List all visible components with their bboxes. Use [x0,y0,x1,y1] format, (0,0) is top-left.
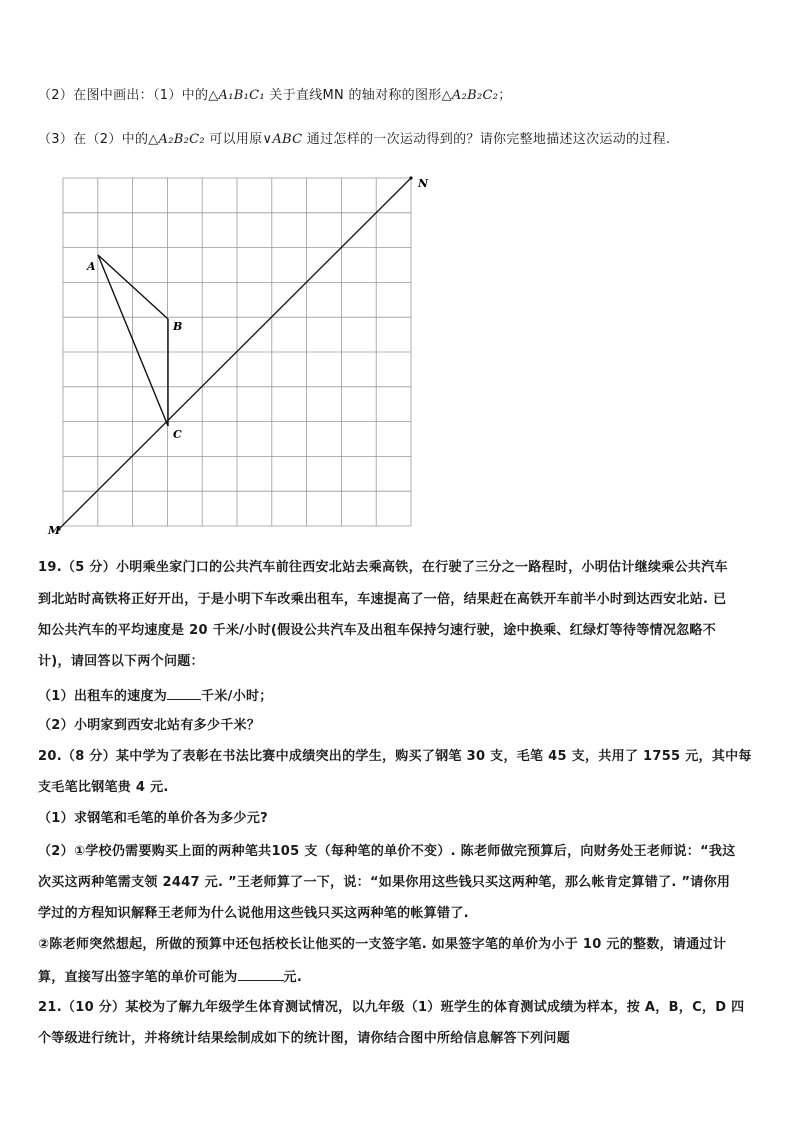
q19-sub2: （2）小明家到西安北站有多少千米？ [38,718,261,733]
q18-part3-tri: A₂B₂C₂ [158,132,205,147]
q20-sub2-line3: 学过的方程知识解释王老师为什么说他用这些钱只买这两种笔的帐算错了. [38,906,469,921]
q20-sub2-line1: （2）①学校仍需要购买上面的两种笔共105 支（每种笔的单价不变）. 陈老师做完预算后，向财务处王老师说：“我这 [38,844,736,859]
q19-sub1 [38,685,273,707]
q18-part2-tri2: A₂B₂C₂ [451,88,499,103]
label-m: M [48,524,61,537]
q20-sub3-line1: ②陈老师突然想起，所做的预算中还包括校长让他买的一支签字笔. 如果签字笔的单价为小于 10 元的整数，请通过计 [38,937,727,952]
label-a: A [87,260,96,273]
point-n [409,176,412,179]
q19-line1: 19.（5 分）小明乘坐家门口的公共汽车前往西安北站去乘高铁，在行驶了三分之一路程时，小明估计继续乘公共汽车 [38,560,728,575]
q18-part3-prefix: （3）在（2）中的△ [38,132,159,147]
q20-sub3-suffix: 元. [283,970,303,985]
q21-line1: 21.（10 分）某校为了解九年级学生体育测试情况，以九年级（1）班学生的体育测试成绩为样本，按 A，B，C，D 四 [38,1000,745,1015]
q18-part2-suffix: ； [498,88,512,103]
q20-sub1: （1）求钢笔和毛笔的单价各为多少元? [38,811,268,826]
grid-figure [40,170,430,540]
label-n: N [418,177,429,190]
q20-line1: 20.（8 分）某中学为了表彰在书法比赛中成绩突出的学生，购买了钢笔 30 支，毛笔 45 支，共用了 1755 元，其中每 [38,749,752,764]
q19-sub1-suffix: 千米/小时； [201,689,273,704]
q20-line2: 支毛笔比钢笔贵 4 元. [38,780,169,795]
answer-blank[interactable] [167,685,201,700]
q18-part2-middle: 关于直线MN 的轴对称的图形△ [264,88,452,103]
q19-line2: 到北站时高铁将正好开出，于是小明下车改乘出租车，车速提高了一倍，结果赶在高铁开车前半小时到达西安北站. 已 [38,592,727,607]
q20-sub2-line2: 次买这两种笔需支领 2447 元. ”王老师算了一下，说：“如果你用这些钱只买这两种笔，那么帐肯定算错了. ”请你用 [38,875,731,890]
line-mn [59,178,411,529]
label-c: C [173,428,182,441]
q18-part3-middle: 可以用原 [204,132,263,147]
q18-part3-orig: ∨ABC [262,132,303,147]
q18-part2 [38,86,512,106]
answer-blank[interactable] [238,966,284,981]
q20-sub3-line2 [38,966,302,988]
q19-sub1-prefix: （1）出租车的速度为 [38,689,168,704]
q18-part2-tri1: A₁B₁C₁ [218,88,265,103]
q18-part3 [38,130,670,150]
q19-line3: 知公共汽车的平均速度是 20 千米/小时(假设公共汽车及出租车保持匀速行驶，途中换乘、红绿灯等待等情况忽略不 [38,623,717,638]
q18-part2-prefix: （2）在图中画出：（1）中的△ [38,88,219,103]
grid-figure-svg [40,170,430,540]
q20-sub3-prefix: 算，直接写出签字笔的单价可能为 [38,970,238,985]
q19-line4: 计)，请回答以下两个问题： [38,654,204,669]
q18-part3-suffix: 通过怎样的一次运动得到的？请你完整地描述这次运动的过程. [302,132,671,147]
q21-line2: 个等级进行统计，并将统计结果绘制成如下的统计图，请你结合图中所给信息解答下列问题 [38,1031,571,1046]
label-b: B [173,320,183,333]
